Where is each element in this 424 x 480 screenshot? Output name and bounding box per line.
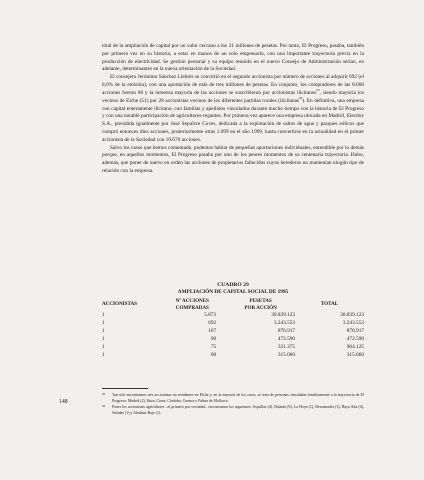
cell: 876.917 [346, 328, 364, 335]
cell: 472.590 [277, 335, 296, 342]
cell: 321.375 [277, 343, 296, 350]
cell: 315.060 [277, 351, 296, 358]
table-row [102, 344, 364, 352]
cell: 472.590 [346, 335, 364, 342]
cell: 1 [102, 312, 105, 319]
footnote-ref-93: 93 [316, 88, 320, 93]
table-cuadro-29 [102, 282, 364, 359]
header-pesetas-line2: POR ACCIÓN [244, 305, 277, 312]
paragraph-1: total de la ampliación de capital por un valor cercano a los 31 millones de pesetas. Por tanto, El Progreso, pasaba, también por primera vez en su historia, a estar en manos de un solo empresario, con una importante trayectoria previa en la producción de electricidad. Se gestión personal y su equipo reunido en el nuevo Consejo de Administración serían, en adelante, determinantes en la nueva orientación de la Sociedad. [102, 43, 364, 73]
cell: 692 [208, 320, 217, 327]
cell: 167 [208, 328, 217, 335]
cell: 876.917 [277, 328, 296, 335]
footnote-text: Tan sólo encontramos tres accionistas no residentes en Elche y, en la mayoría de los casos, se trata de personas vinculadas familiarmente a la trayectoria de El Progreso: Madrid (2), Ibiza, Cieza, Córdoba, Cuenca y Palma de Mallorca. [112, 393, 364, 403]
header-total: TOTAL [320, 301, 339, 308]
page-number: 148 [59, 399, 68, 405]
footnote-divider [102, 388, 148, 389]
footnotes [102, 393, 364, 417]
paragraph-2-text-a: El consejero Jerónimo Sánchez Llebrés se convirtió en el segundo accionista por número de acciones al adquirir 692 (el 8,0% de la emisión), con una aportación de más de tres millones de pesetas. En conjunto, los compradores de las 8.000 acciones fueron 86 y la inmensa mayoría de las acciones se suscribieron por accionistas ilicitanos [102, 74, 364, 96]
cell: 1 [102, 320, 105, 327]
cell: 5.873 [204, 312, 217, 319]
cell: 1 [102, 335, 105, 342]
cell: 60 [210, 351, 217, 358]
cell: 315.060 [346, 351, 364, 358]
header-acciones-line2: COMPRADAS [175, 305, 209, 312]
table-title: AMPLIACIÓN DE CAPITAL SOCIAL DE 1995 [177, 289, 289, 296]
table-number: CUADRO 29 [217, 282, 249, 288]
paragraph-2 [102, 74, 364, 144]
cell: 90 [210, 335, 217, 342]
cell: 75 [210, 343, 217, 350]
table-row [102, 320, 364, 328]
body-text [102, 43, 364, 176]
header-row [102, 298, 364, 313]
paragraph-2-text-c: ). En definitiva, una empresa con capital enteramente ilicitano, con familias y apellidos vinculados durante mucho tiempo con la historia de El Progreso y con una notable participación de agricultores-regantes. Por primera vez aparece una empresa ubicada en Madrid, Elecdoy S.A., presidida igualmente por José Sepulcre Coves, dedicada a la explotación de saltos de agua y pasques eólicos que compró entonces diez acciones, posteriormente otras 1.099 en el año 1999, hasta convertirse en la actualidad en el primer accionista de la Sociedad con 10.676 acciones. [102, 97, 364, 143]
table-row [102, 328, 364, 336]
cell: 1 [102, 343, 105, 350]
cell: 1 [102, 328, 105, 335]
cell: 30.839.123 [340, 312, 364, 319]
footnote-93 [102, 393, 364, 404]
header-acciones-line1: Nº ACCIONES [175, 297, 209, 304]
cell: 964.125 [346, 343, 364, 350]
footnote-text: Poner los accionistas agricultores –el primero por vecindad– encontramos los siguientes: Asprillas (4), Daimés (6), La Hoya (1), Derramador (3), Baya Alta (4), Saladas (1) y Altabaix Bajo (1). [112, 405, 364, 415]
cell: 1 [102, 351, 105, 358]
header-pesetas [226, 298, 295, 313]
table-row [102, 312, 364, 320]
data-table [102, 298, 364, 360]
footnote-mark: 93 [102, 392, 105, 396]
cell: 3.243.553 [342, 320, 364, 327]
footnote-ref-94: 94 [299, 95, 303, 100]
table-row [102, 336, 364, 344]
cell: 3.243.553 [273, 320, 296, 327]
paragraph-3: Salvo los casos que hemos comentado, podemos hablar de pequeñas aportaciones individuales, entendible por lo demás porque, en aquellos momentos, El Progreso pasaba por uno de los peores momentos de su centenaria trayectoria. Hubo, además, que poner de nuevo en orden las acciones de propietarios fallecidos cuyos herederos no mantenían ningún tipo de relación con la empresa. [102, 144, 364, 174]
footnote-94 [102, 405, 364, 416]
header-acciones [159, 298, 227, 313]
header-pesetas-line1: PESETAS [249, 297, 272, 304]
footnote-mark: 94 [102, 404, 105, 408]
table-row [102, 352, 364, 360]
header-accionistas: ACCIONISTAS [102, 301, 138, 308]
cell: 30.839.123 [271, 312, 296, 319]
paragraph-2-text-b: , siendo mayoría los vecinos de Elche (51) por 28 accionistas vecinos de los diferentes partidas rurales (ilicitanas [102, 89, 364, 104]
